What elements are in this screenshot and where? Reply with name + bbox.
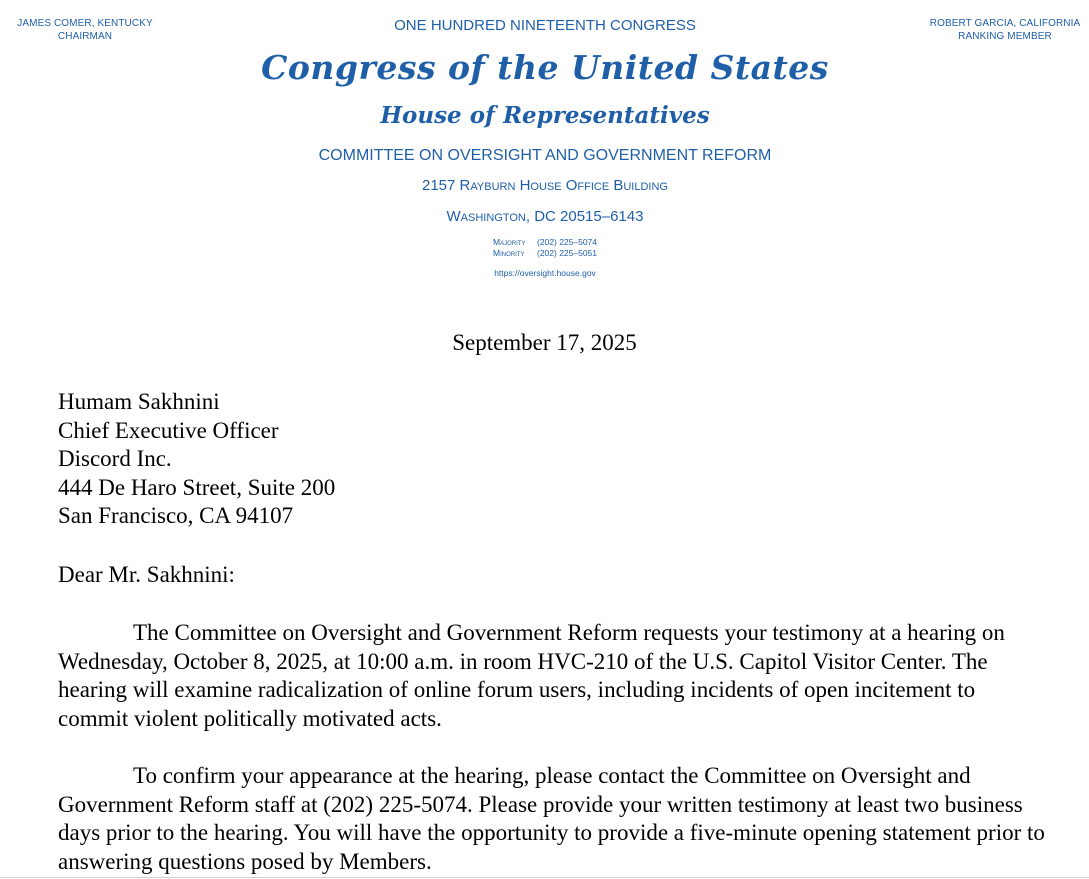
letter-date: September 17, 2025 <box>452 330 637 355</box>
recipient-address <box>58 388 335 531</box>
recipient-name: Humam Sakhnini <box>58 389 220 414</box>
ranking-member-block <box>925 17 1085 43</box>
body-paragraph-1: The Committee on Oversight and Government Reform requests your testimony at a hearing on Wednesday, October 8, 2025, at 10:00 a.m. in room HVC-210 of the U.S. Capitol Visitor Center. The hearing will examine radicalization of online forum users, including incidents of open incitement to commit violent politically motivated acts. <box>58 620 1005 731</box>
page-bottom-divider <box>0 877 1089 878</box>
recipient-title: Chief Executive Officer <box>58 417 279 443</box>
majority-phone: (202) 225–5074 <box>536 237 598 247</box>
committee-name: COMMITTEE ON OVERSIGHT AND GOVERNMENT REFORM <box>318 147 772 164</box>
ranking-member-title: RANKING MEMBER <box>958 31 1052 42</box>
city-address: Washington, DC 20515–6143 <box>446 208 644 225</box>
congress-title: Congress of the United States <box>261 48 829 87</box>
chamber-title: House of Representatives <box>380 102 710 129</box>
majority-phone-row <box>245 237 845 248</box>
majority-label: Majority <box>492 237 526 247</box>
website-link[interactable]: https://oversight.house.gov <box>494 268 596 278</box>
recipient-company: Discord Inc. <box>58 446 172 472</box>
congress-number: ONE HUNDRED NINETEENTH CONGRESS <box>394 17 696 34</box>
chairman-name: JAMES COMER, KENTUCKY <box>17 18 153 29</box>
minority-phone-row <box>245 248 845 259</box>
chairman-title: CHAIRMAN <box>57 31 113 42</box>
body-paragraph-2: To confirm your appearance at the hearing, please contact the Committee on Oversight and Government Reform staff at (202) 225-5074. Please provide your written testimony at least two business days prior to the hearing. You will have the opportunity to provide a five-minute opening statement prior to answering questions posed by Members. <box>58 763 1045 874</box>
salutation: Dear Mr. Sakhnini: <box>58 562 235 587</box>
minority-phone: (202) 225–5051 <box>536 248 598 258</box>
phone-numbers <box>245 237 845 259</box>
minority-label: Minority <box>492 248 525 258</box>
recipient-city: San Francisco, CA 94107 <box>58 503 294 529</box>
chairman-block <box>10 17 160 43</box>
recipient-street: 444 De Haro Street, Suite 200 <box>58 474 336 500</box>
ranking-member-name: ROBERT GARCIA, CALIFORNIA <box>929 18 1081 29</box>
building-address: 2157 Rayburn House Office Building <box>422 177 668 194</box>
